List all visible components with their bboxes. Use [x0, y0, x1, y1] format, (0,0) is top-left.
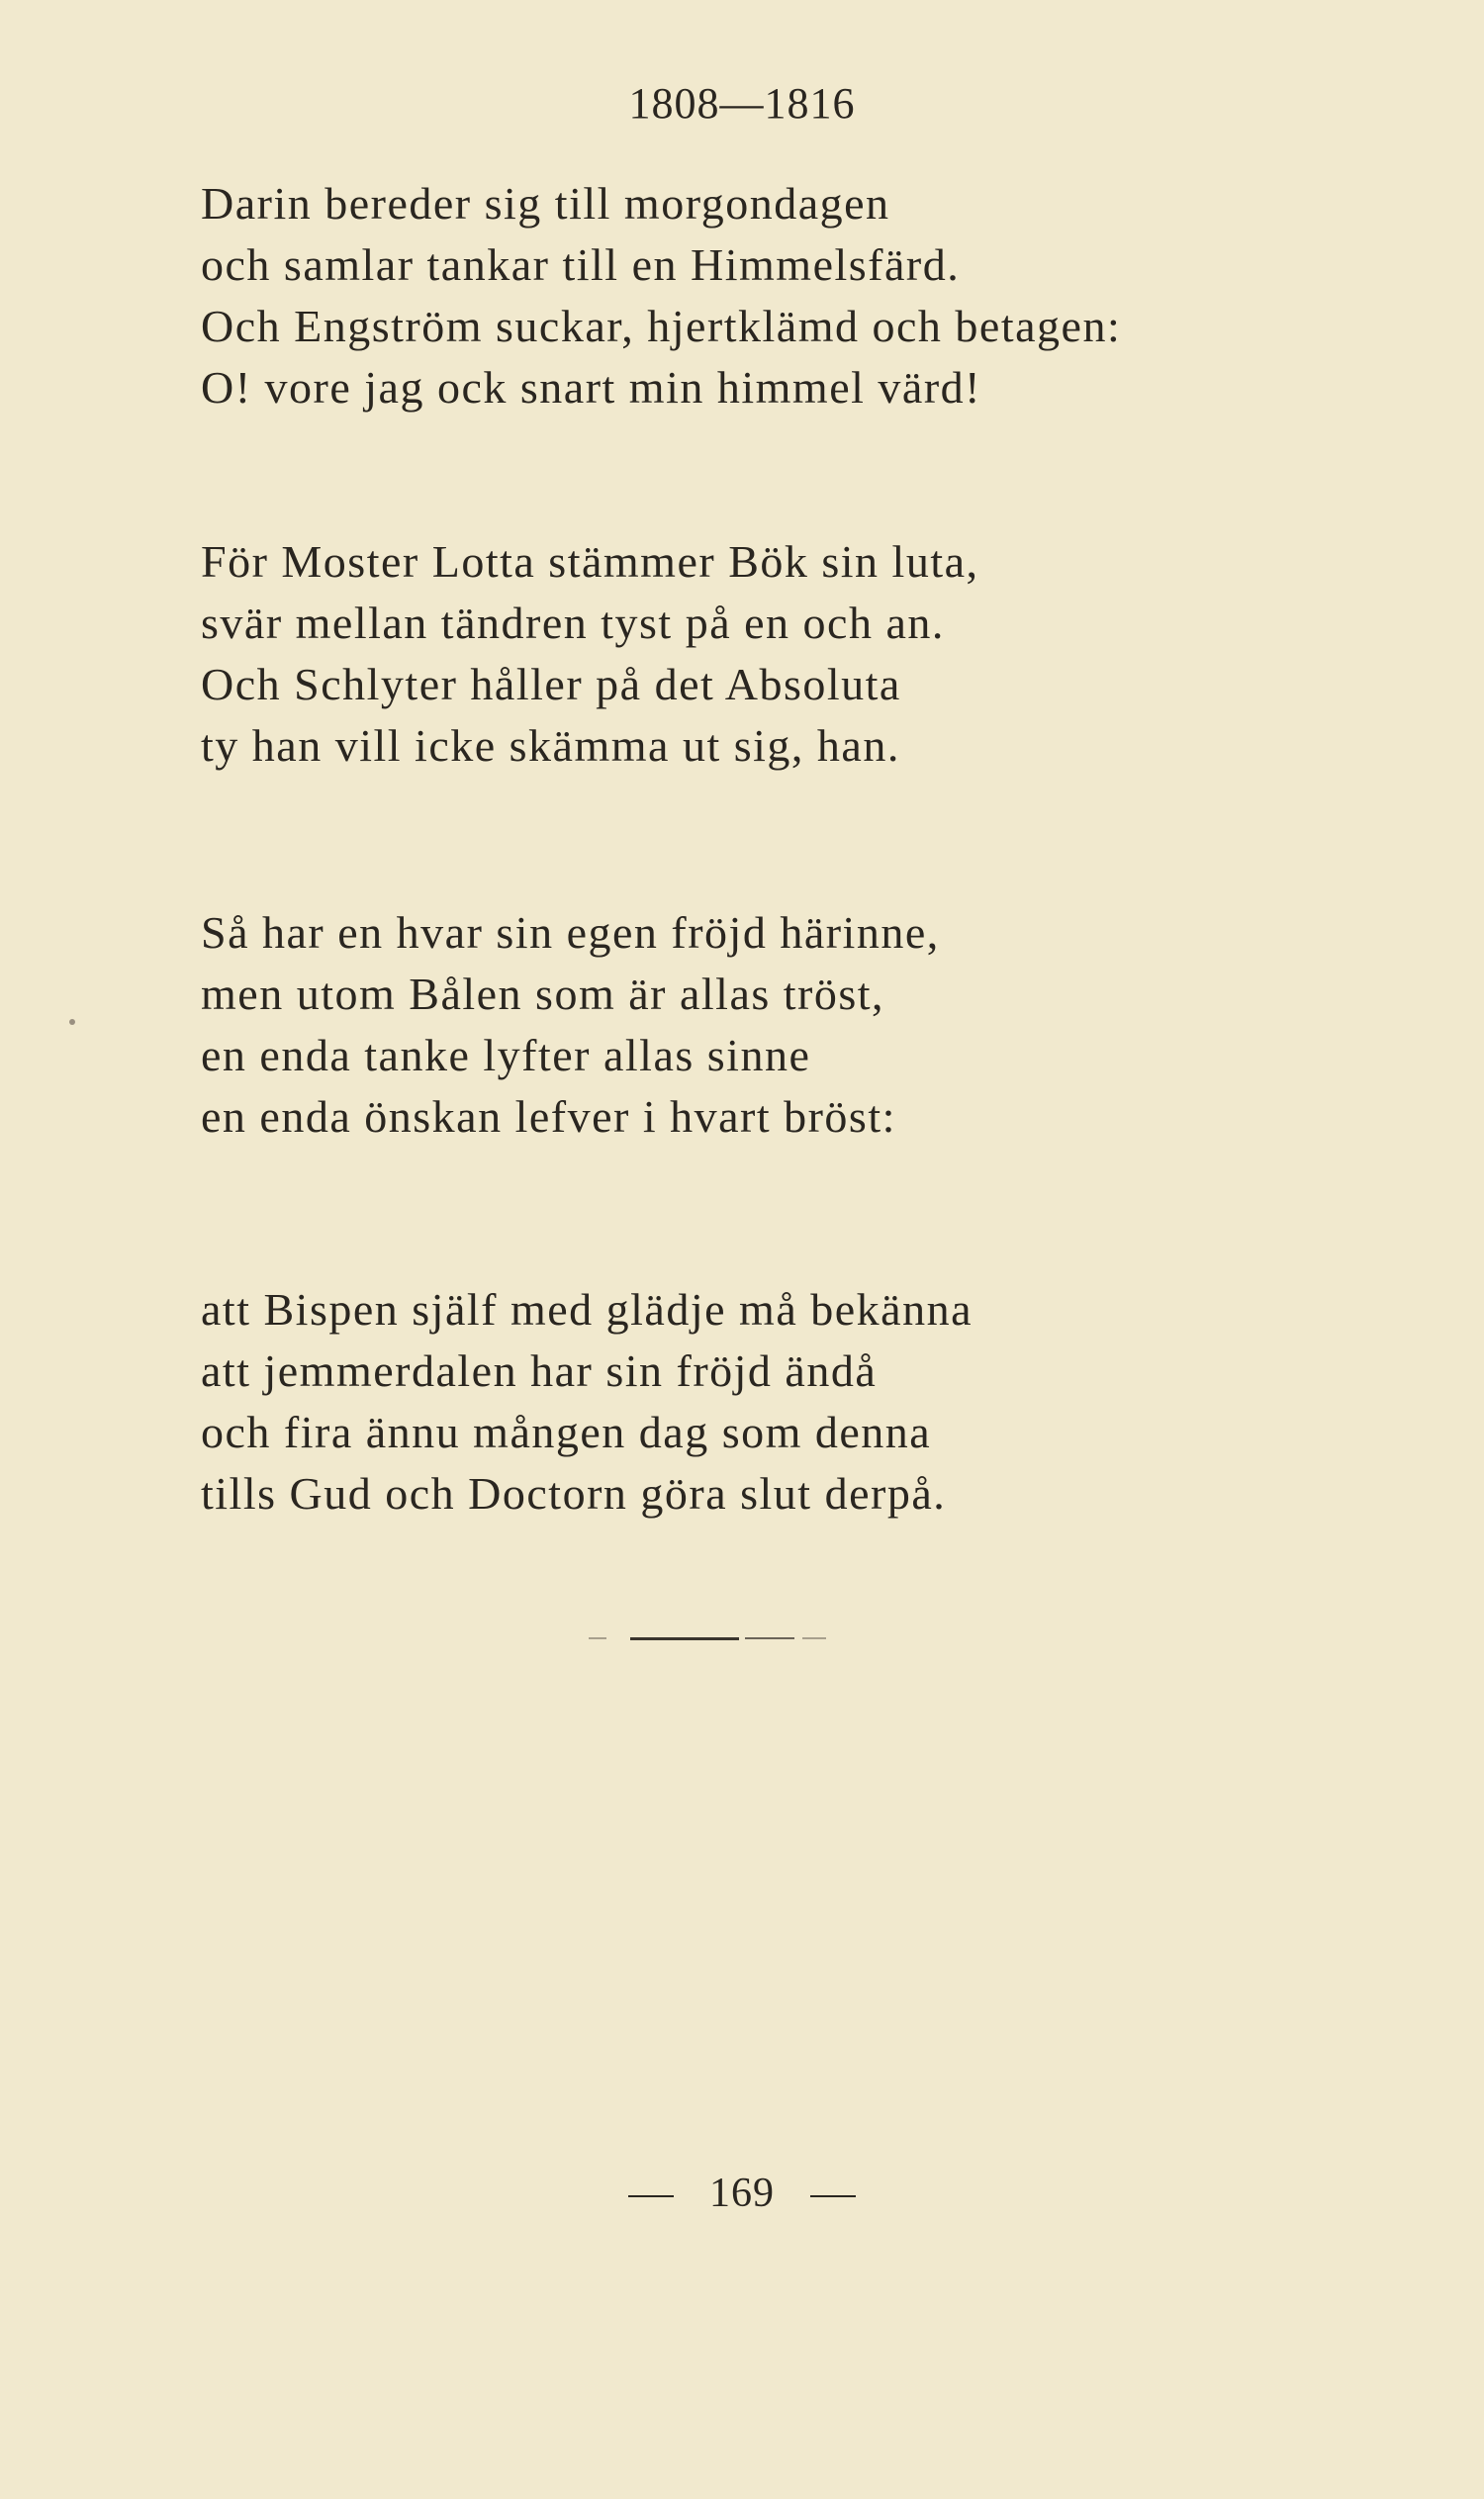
rule-segment [802, 1637, 826, 1639]
verse-line: O! vore jag ock snart min himmel värd! [201, 362, 981, 413]
verse-line: att jemmerdalen har sin fröjd ändå [201, 1345, 878, 1396]
folio-dash-right [810, 2195, 856, 2197]
ink-speck [69, 1019, 75, 1025]
verse-line: en enda önskan lefver i hvart bröst: [201, 1091, 896, 1142]
rule-segment [589, 1637, 606, 1639]
verse-line: Och Engström suckar, hjertklämd och betagen: [201, 301, 1122, 351]
folio-dash-left [628, 2195, 674, 2197]
verse-line: Och Schlyter håller på det Absoluta [201, 659, 901, 709]
running-head: 1808—1816 [628, 79, 856, 128]
page-folio [0, 2167, 1484, 2220]
rule-segment [745, 1637, 794, 1639]
stanza-4 [201, 1279, 1388, 1525]
verse-line: Darin bereder sig till morgondagen [201, 178, 890, 229]
closing-rule [589, 1637, 826, 1640]
verse-line: och samlar tankar till en Himmelsfärd. [201, 239, 961, 290]
verse-line: och fira ännu mången dag som denna [201, 1407, 932, 1457]
verse-line: Så har en hvar sin egen fröjd härinne, [201, 907, 940, 958]
verse-line: men utom Bålen som är allas tröst, [201, 969, 885, 1019]
page-number: 169 [709, 2171, 775, 2216]
verse-line: att Bispen själf med glädje må bekänna [201, 1284, 973, 1335]
stanza-1 [201, 173, 1388, 418]
stanza-2 [201, 531, 1388, 777]
stanza-3 [201, 902, 1388, 1148]
verse-line: ty han vill icke skämma ut sig, han. [201, 720, 900, 771]
verse-line: svär mellan tändren tyst på en och an. [201, 598, 945, 648]
verse-line: För Moster Lotta stämmer Bök sin luta, [201, 536, 979, 587]
verse-line: en enda tanke lyfter allas sinne [201, 1030, 811, 1080]
verse-line: tills Gud och Doctorn göra slut derpå. [201, 1468, 947, 1519]
rule-segment [630, 1637, 739, 1640]
